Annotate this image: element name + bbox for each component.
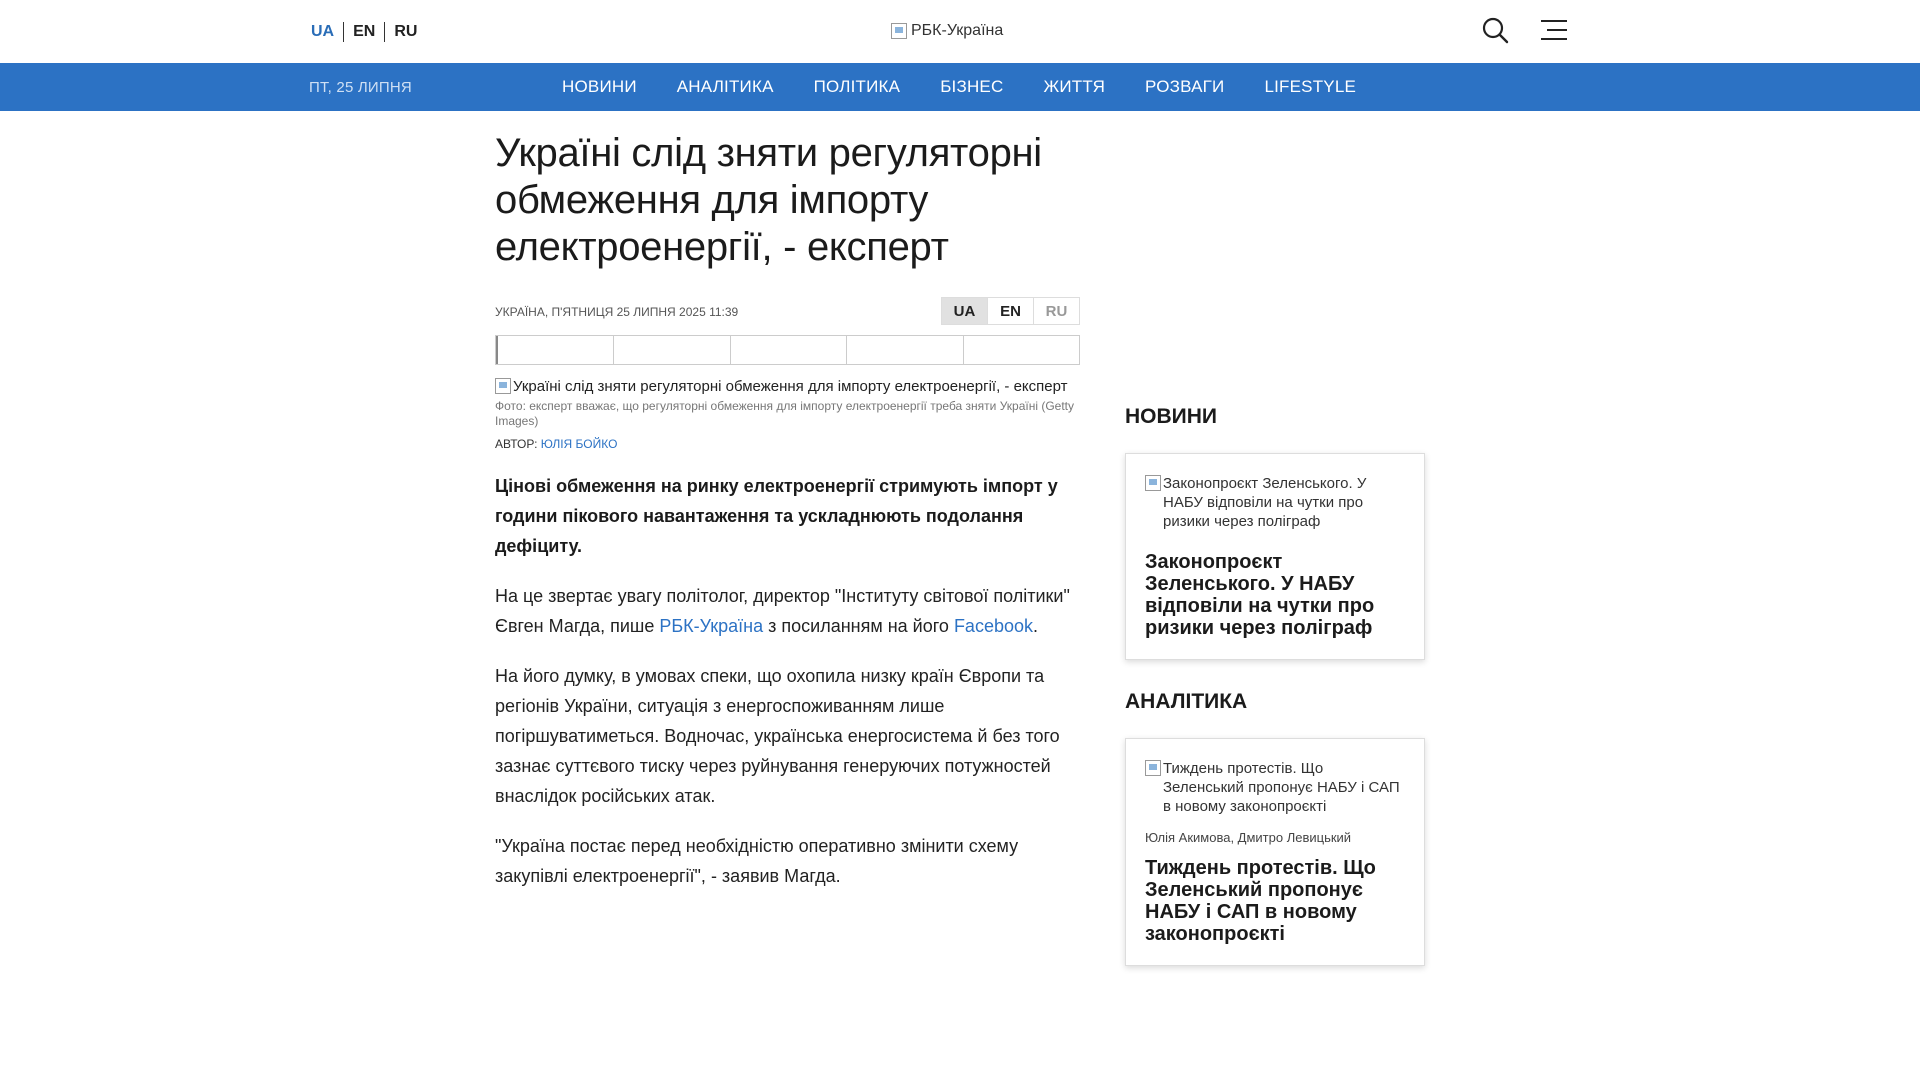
nav-item-business[interactable]: БІЗНЕС bbox=[940, 77, 1004, 96]
facebook-link[interactable]: Facebook bbox=[953, 616, 1033, 636]
top-header bbox=[0, 0, 1920, 63]
news-card-image bbox=[1145, 474, 1405, 531]
nav-item-lifestyle[interactable]: LIFESTYLE bbox=[1264, 77, 1357, 96]
article-meta: УКРАЇНА, П'ЯТНИЦЯ 25 ЛИПНЯ 2025 11:39 bbox=[495, 305, 739, 319]
paragraph-text: з посиланням на його bbox=[763, 616, 954, 636]
analytics-card-authors: Юлія Акимова, Дмитро Левицький bbox=[1145, 830, 1352, 845]
author-link[interactable]: ЮЛІЯ БОЙКО bbox=[540, 437, 618, 451]
share-button[interactable] bbox=[964, 336, 1079, 364]
news-card-title[interactable]: Законопроєкт Зеленського. У НАБУ відповіли на чутки про ризики через поліграф bbox=[1145, 551, 1375, 639]
news-card-image-alt: Законопроєкт Зеленського. У НАБУ відповіли на чутки про ризики через поліграф bbox=[1163, 475, 1367, 530]
news-card[interactable] bbox=[1125, 453, 1425, 660]
article-lang-ua[interactable]: UA bbox=[941, 297, 988, 325]
analytics-card-image-alt: Тиждень протестів. Що Зеленський пропонує НАБУ і САП в новому законопроєкті bbox=[1163, 760, 1400, 815]
broken-image-icon bbox=[1145, 760, 1161, 776]
lang-ru-link[interactable]: RU bbox=[394, 23, 418, 40]
article bbox=[495, 130, 1080, 891]
menu-icon[interactable] bbox=[1540, 19, 1568, 41]
article-image bbox=[495, 377, 1080, 396]
sidebar bbox=[1125, 405, 1425, 966]
share-button[interactable] bbox=[614, 336, 730, 364]
search-icon[interactable] bbox=[1481, 16, 1509, 44]
article-lead: Цінові обмеження на ринку електроенергії стримують імпорт у години пікового навантаження та ускладнюють подолання дефіциту. bbox=[495, 476, 1058, 556]
nav-item-analytics[interactable]: АНАЛІТИКА bbox=[676, 77, 774, 96]
rbc-ukraine-link[interactable]: РБК-Україна bbox=[659, 616, 764, 636]
broken-image-icon bbox=[891, 23, 907, 39]
author-label: АВТОР: bbox=[495, 437, 538, 451]
broken-image-icon bbox=[495, 378, 511, 394]
main-navigation bbox=[0, 63, 1920, 111]
article-paragraph: "Україна постає перед необхідністю оперативно змінити схему закупівлі електроенергії", - заявив Магда. bbox=[495, 836, 1019, 886]
article-lang-en[interactable]: EN bbox=[987, 297, 1034, 325]
article-paragraph bbox=[495, 581, 1080, 641]
article-meta-row bbox=[495, 297, 1080, 325]
nav-item-politics[interactable]: ПОЛІТИКА bbox=[813, 77, 901, 96]
image-caption: Фото: експерт вважає, що регуляторні обмеження для імпорту електроенергії треба зняти Україні (Getty Images) bbox=[495, 399, 1075, 428]
paragraph-text: На це звертає увагу політолог, директор "Інституту світової політики" Євген Магда, пише bbox=[495, 586, 1070, 636]
site-language-switcher bbox=[311, 22, 426, 42]
nav-item-news[interactable]: НОВИНИ bbox=[562, 77, 637, 96]
share-button[interactable] bbox=[496, 336, 614, 364]
nav-item-life[interactable]: ЖИТТЯ bbox=[1043, 77, 1106, 96]
article-language-switcher bbox=[942, 297, 1080, 325]
article-author bbox=[495, 437, 1080, 451]
article-title: Україні слід зняти регуляторні обмеження для імпорту електроенергії, - експерт bbox=[495, 131, 1042, 269]
share-button[interactable] bbox=[847, 336, 963, 364]
current-date: ПТ, 25 ЛИПНЯ bbox=[309, 79, 412, 96]
share-buttons bbox=[495, 335, 1080, 365]
article-image-alt: Україні слід зняти регуляторні обмеження для імпорту електроенергії, - експерт bbox=[513, 378, 1068, 395]
analytics-card[interactable] bbox=[1125, 738, 1425, 966]
news-section-title[interactable]: НОВИНИ bbox=[1125, 405, 1218, 428]
logo-alt-text: РБК-Україна bbox=[911, 22, 1004, 39]
analytics-card-image bbox=[1145, 759, 1405, 816]
paragraph-text: . bbox=[1033, 616, 1039, 636]
site-logo[interactable] bbox=[891, 22, 1003, 40]
nav-items bbox=[562, 63, 1396, 111]
nav-item-entertainment[interactable]: РОЗВАГИ bbox=[1145, 77, 1225, 96]
article-paragraph: На його думку, в умовах спеки, що охопила низку країн Європи та регіонів України, ситуація з енергоспоживанням лише погіршуватиметься. Водночас, українська енергосистема й без того зазнає суттєвого тиску через руйнування генеруючих потужностей внаслідок російських атак. bbox=[495, 666, 1060, 806]
share-button[interactable] bbox=[731, 336, 847, 364]
analytics-card-title[interactable]: Тиждень протестів. Що Зеленський пропонує НАБУ і САП в новому законопроєкті bbox=[1145, 857, 1376, 945]
broken-image-icon bbox=[1145, 475, 1161, 491]
article-lang-ru[interactable]: RU bbox=[1033, 297, 1080, 325]
lang-ua-link[interactable]: UA bbox=[311, 23, 335, 40]
lang-en-link[interactable]: EN bbox=[353, 23, 376, 40]
analytics-section-title[interactable]: АНАЛІТИКА bbox=[1125, 690, 1248, 713]
